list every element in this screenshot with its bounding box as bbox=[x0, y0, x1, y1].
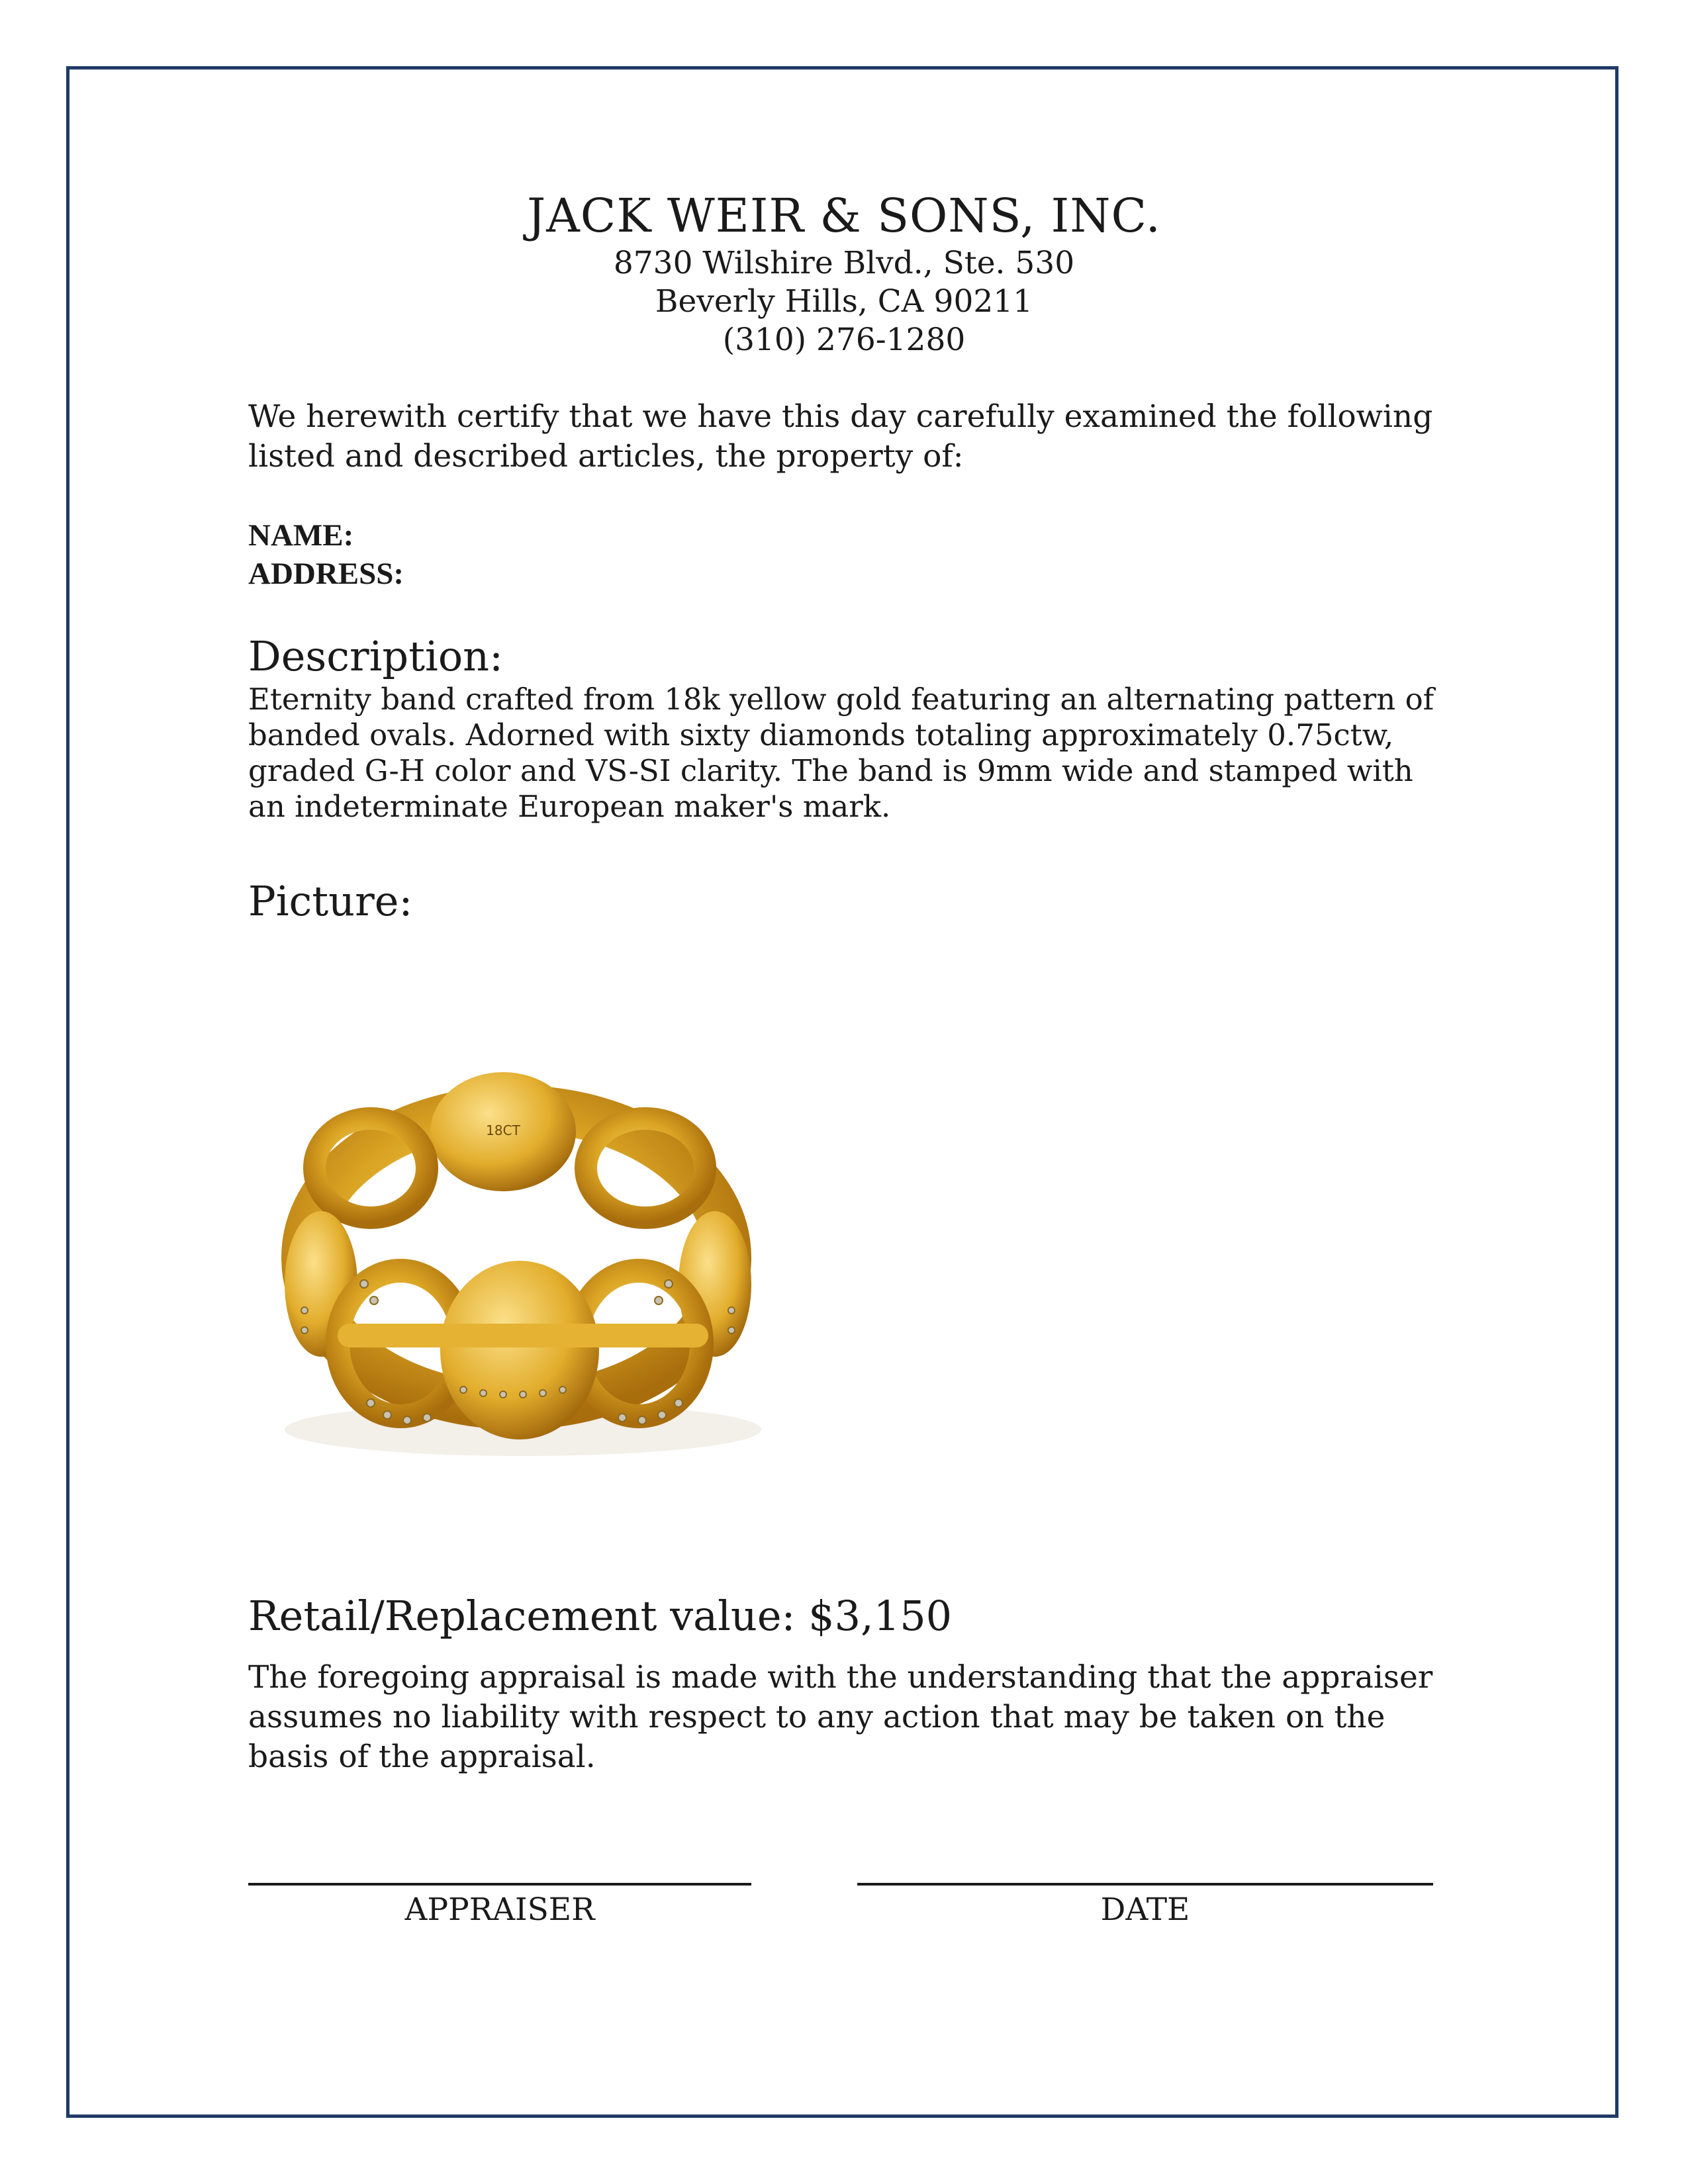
certification-intro: We herewith certify that we have this day carefully examined the following listed and described articles, the property of: bbox=[248, 398, 1433, 475]
ring-photo bbox=[238, 1032, 808, 1482]
company-address-line2: Beverly Hills, CA 90211 bbox=[655, 283, 1033, 320]
description-text: Eternity band crafted from 18k yellow gold featuring an alternating pattern of banded ovals. Adorned with sixty diamonds totaling approximately 0.75ctw, graded G-H color and VS-SI clarity. The band is 9mm wide and stamped with an indeterminate European maker's mark. bbox=[248, 682, 1434, 824]
company-address-line1: 8730 Wilshire Blvd., Ste. 530 bbox=[613, 245, 1075, 281]
picture-heading: Picture: bbox=[248, 877, 413, 925]
appraiser-signature-line bbox=[248, 1883, 751, 1886]
retail-value-label: Retail/Replacement value: bbox=[248, 1592, 796, 1640]
disclaimer-text: The foregoing appraisal is made with the understanding that the appraiser assumes no liability with respect to any action that may be taken on the basis of the appraisal. bbox=[248, 1659, 1433, 1775]
date-signature-line bbox=[857, 1883, 1433, 1886]
company-name: JACK WEIR & SONS, INC. bbox=[527, 189, 1161, 243]
hallmark-text: 18CT bbox=[486, 1122, 520, 1138]
address-label: ADDRESS: bbox=[248, 557, 404, 591]
name-label: NAME: bbox=[248, 518, 354, 553]
company-phone: (310) 276-1280 bbox=[722, 322, 966, 358]
appraiser-label: APPRAISER bbox=[404, 1891, 595, 1928]
retail-value bbox=[248, 1592, 952, 1640]
date-label: DATE bbox=[1100, 1891, 1190, 1928]
description-heading: Description: bbox=[248, 632, 503, 680]
retail-value-amount: $3,150 bbox=[808, 1592, 953, 1640]
